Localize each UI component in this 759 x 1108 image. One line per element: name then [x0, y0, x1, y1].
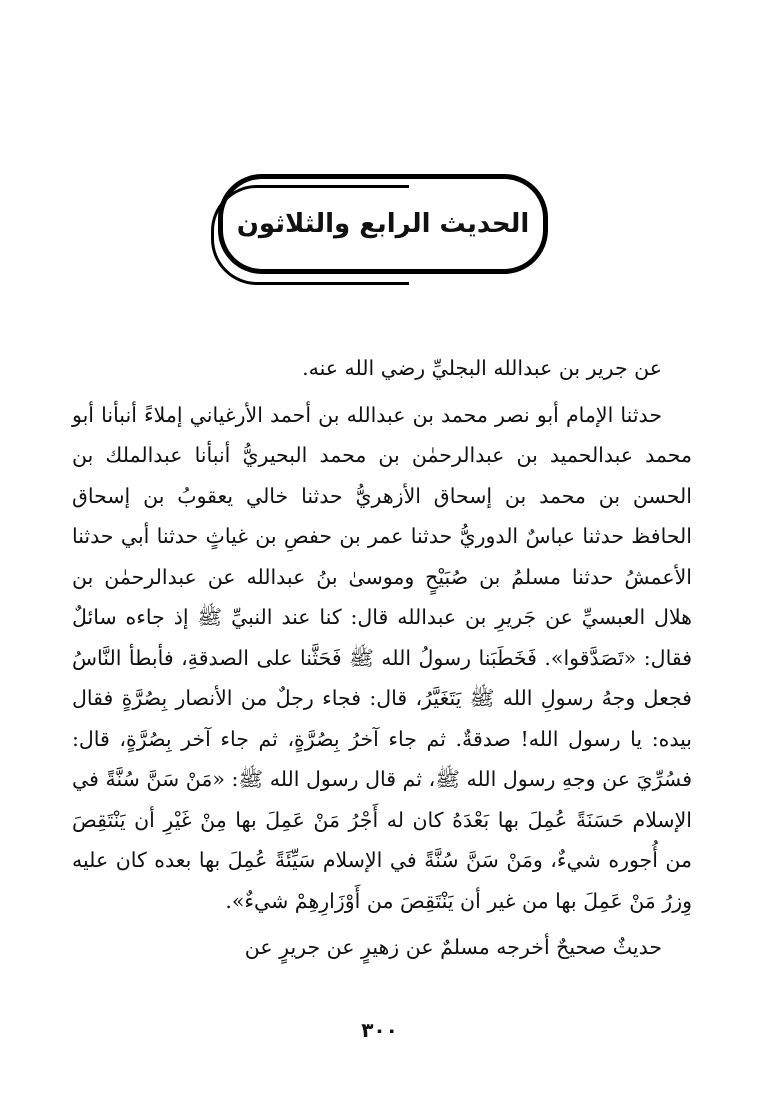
body-text	[72, 340, 692, 968]
narrator-line: عن جرير بن عبدالله البجليِّ رضي الله عنه.	[302, 356, 662, 380]
page-number: ٣٠٠	[361, 1018, 398, 1042]
grading-paragraph: حديثٌ صحيحٌ أخرجه مسلمٌ عن زهيرٍ عن جريرٍ عن	[244, 935, 662, 959]
chapter-title: الحديث الرابع والثلاثون	[236, 209, 530, 239]
hadith-paragraph: حدثنا الإمام أبو نصر محمد بن عبدالله بن أحمد الأرغياني إملاءً أنبأنا أبو محمد عبدالحميد بن عبدالرحمٰن بن محمد البحيريُّ أنبأنا عبدالملك بن الحسن بن محمد بن إسحاق الأزهريُّ حدثنا خالي يعقوبُ بن إسحاق الحافظ حدثنا عباسٌ الدوريُّ حدثنا عمر بن حفصِ بن غياثٍ حدثنا أبي حدثنا الأعمشُ حدثنا مسلمُ بن صُبَيْحٍ وموسىٰ بنُ عبدالله عن عبدالرحمٰن بن هلال العبسيِّ عن جَريرِ بن عبدالله قال: كنا عند النبيِّ ﷺ إذ جاءه سائلٌ فقال: «تَصَدَّقوا». فَخَطَبَنا رسولُ الله ﷺ فَحَثَّنا على الصدقةِ، فأبطأ النَّاسُ فجعل وجهُ رسولِ الله ﷺ يَتَغَيَّرُ، قال: فجاء رجلٌ من الأنصار بِصُرَّةٍ فقال بيده: يا رسول الله! صدقةٌ. ثم جاء آخرُ بِصُرَّةٍ، ثم جاء آخر بِصُرَّةٍ، قال: فسُرِّيَ عن وجهِ رسول الله ﷺ، ثم قال رسول الله ﷺ: «مَنْ سَنَّ سُنَّةً في الإسلام حَسَنَةً عُمِلَ بها بَعْدَهُ كان له أَجْرُ مَنْ عَمِلَ بها مِنْ غَيْرِ أن يَنْتَقِصَ من أُجوره شيءٌ، ومَنْ سَنَّ سُنَّةً في الإسلام سَيِّئَةً عُمِلَ بها بعده كان عليه وِزرُ مَنْ عَمِلَ بها من غير أن يَنْتَقِصَ من أَوْزَارِهِمْ شيءٌ».	[72, 402, 692, 913]
chapter-title-frame	[218, 174, 548, 274]
